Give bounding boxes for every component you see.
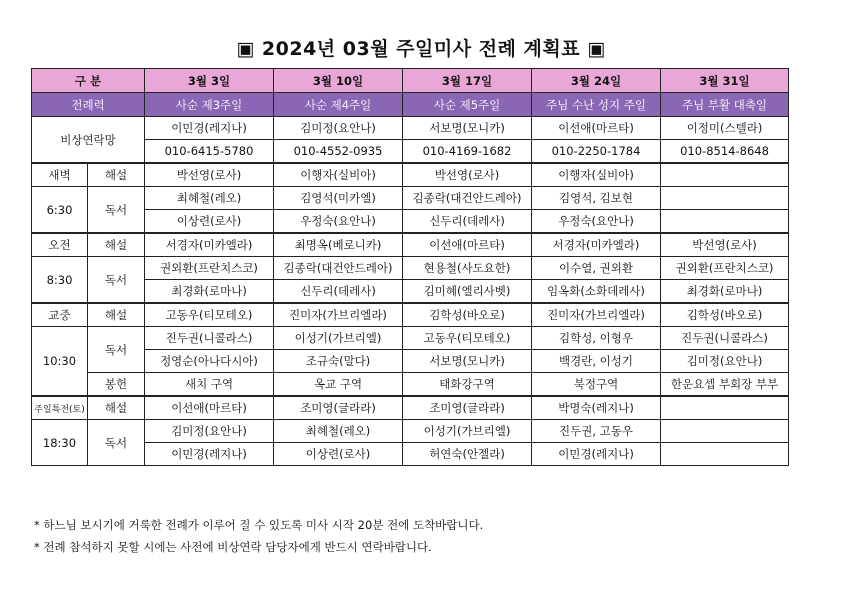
mass-time: 6:30 [32,187,88,234]
mass-commentary-row [32,303,789,327]
assignment-cell: 이선애(마르타) [403,233,532,257]
emergency-names-row [32,117,789,140]
contact-phone: 010-8514-8648 [661,140,789,164]
assignment-cell: 백경란, 이성기 [532,350,661,373]
season-cell: 사순 제4주일 [274,93,403,117]
mass-reading-row [32,280,789,304]
assignment-cell: 고동우(티모테오) [145,303,274,327]
mass-label: 주일특전(토) [32,396,88,420]
assignment-cell [661,187,789,210]
emergency-phones-row [32,140,789,164]
role-label: 해설 [88,303,145,327]
role-label: 독서 [88,420,145,466]
assignment-cell [661,210,789,234]
footnote: * 하느님 보시기에 거룩한 전례가 이루어 질 수 있도록 미사 시작 20분 전에 도착바랍니다. [34,518,484,532]
mass-label: 교중 [32,303,88,327]
assignment-cell: 최경화(로마나) [145,280,274,304]
mass-reading-row [32,187,789,210]
assignment-cell [661,443,789,466]
assignment-cell: 박선영(로사) [661,233,789,257]
season-row [32,93,789,117]
assignment-cell: 권외환(프란치스코) [145,257,274,280]
assignment-cell: 이성기(가브리엘) [403,420,532,443]
assignment-cell: 박명숙(레지나) [532,396,661,420]
assignment-cell: 김학성, 이형우 [532,327,661,350]
assignment-cell: 옥교 구역 [274,373,403,397]
mass-time: 10:30 [32,327,88,397]
date-cell: 3월 31일 [661,69,789,93]
role-label: 봉헌 [88,373,145,397]
mass-label: 오전 [32,233,88,257]
assignment-cell: 김미혜(엘리사벳) [403,280,532,304]
assignment-cell: 김종락(대건안드레아) [403,187,532,210]
assignment-cell: 이행자(실비아) [274,163,403,187]
role-label: 해설 [88,233,145,257]
page-title: ▣ 2024년 03월 주일미사 전례 계획표 ▣ [236,38,606,60]
date-cell: 3월 17일 [403,69,532,93]
assignment-cell [661,163,789,187]
assignment-cell: 우정숙(요안나) [532,210,661,234]
assignment-cell: 이민경(레지나) [532,443,661,466]
assignment-cell: 최명옥(베로니카) [274,233,403,257]
assignment-cell: 이상련(로사) [145,210,274,234]
assignment-cell: 김미정(요안나) [661,350,789,373]
assignment-cell: 우정숙(요안나) [274,210,403,234]
assignment-cell: 김학성(바오로) [661,303,789,327]
mass-commentary-row [32,233,789,257]
date-cell: 3월 3일 [145,69,274,93]
assignment-cell: 조미영(글라라) [274,396,403,420]
header-label: 구 분 [32,69,145,93]
assignment-cell: 최경화(로마나) [661,280,789,304]
assignment-cell: 최혜철(레오) [145,187,274,210]
assignment-cell: 진두권, 고동우 [532,420,661,443]
assignment-cell: 최혜철(레오) [274,420,403,443]
assignment-cell: 서보명(모니카) [403,350,532,373]
assignment-cell: 이상련(로사) [274,443,403,466]
assignment-cell: 허연숙(안젤라) [403,443,532,466]
mass-reading-row [32,257,789,280]
assignment-cell: 북정구역 [532,373,661,397]
mass-reading-row [32,350,789,373]
assignment-cell: 이민경(레지나) [145,443,274,466]
contact-name: 서보명(모니카) [403,117,532,140]
assignment-cell: 신두리(데레사) [274,280,403,304]
assignment-cell: 한운요셉 부회장 부부 [661,373,789,397]
assignment-cell: 김학성(바오로) [403,303,532,327]
assignment-cell: 김미정(요안나) [145,420,274,443]
contact-phone: 010-4552-0935 [274,140,403,164]
contact-name: 이민경(레지나) [145,117,274,140]
assignment-cell: 이행자(실비아) [532,163,661,187]
season-label: 전례력 [32,93,145,117]
assignment-cell: 김종락(대건안드레아) [274,257,403,280]
assignment-cell [661,396,789,420]
assignment-cell: 정영순(아나다시아) [145,350,274,373]
assignment-cell: 진미자(가브리엘라) [532,303,661,327]
assignment-cell: 진미자(가브리엘라) [274,303,403,327]
assignment-cell: 임옥화(소화데레사) [532,280,661,304]
contact-phone: 010-4169-1682 [403,140,532,164]
season-cell: 사순 제3주일 [145,93,274,117]
role-label: 독서 [88,327,145,373]
date-cell: 3월 10일 [274,69,403,93]
footnotes [34,514,483,558]
assignment-cell: 조미영(글라라) [403,396,532,420]
emergency-label: 비상연락망 [32,117,145,164]
role-label: 독서 [88,187,145,234]
contact-name: 이선애(마르타) [532,117,661,140]
assignment-cell: 박선영(로사) [145,163,274,187]
season-cell: 주님 부활 대축일 [661,93,789,117]
mass-reading-row [32,443,789,466]
mass-time: 8:30 [32,257,88,304]
mass-time: 18:30 [32,420,88,466]
assignment-cell: 이수열, 권외환 [532,257,661,280]
contact-phone: 010-2250-1784 [532,140,661,164]
assignment-cell: 현용철(사도요한) [403,257,532,280]
assignment-cell: 서경자(미카엘라) [532,233,661,257]
mass-commentary-row [32,396,789,420]
role-label: 해설 [88,396,145,420]
assignment-cell: 김영석(미카엘) [274,187,403,210]
contact-name: 김미정(요안나) [274,117,403,140]
assignment-cell: 박선영(로사) [403,163,532,187]
liturgy-schedule-table [31,68,789,466]
mass-reading-row [32,327,789,350]
role-label: 독서 [88,257,145,304]
header-row [32,69,789,93]
mass-commentary-row [32,163,789,187]
assignment-cell: 이성기(가브리엘) [274,327,403,350]
assignment-cell: 신두리(데레사) [403,210,532,234]
assignment-cell: 고동우(티모테오) [403,327,532,350]
date-cell: 3월 24일 [532,69,661,93]
assignment-cell: 진두권(니콜라스) [145,327,274,350]
assignment-cell: 김영석, 김보현 [532,187,661,210]
assignment-cell [661,420,789,443]
contact-name: 이정미(스텔라) [661,117,789,140]
season-cell: 사순 제5주일 [403,93,532,117]
assignment-cell: 권외환(프란치스코) [661,257,789,280]
contact-phone: 010-6415-5780 [145,140,274,164]
role-label: 해설 [88,163,145,187]
mass-label: 새벽 [32,163,88,187]
mass-reading-row [32,420,789,443]
mass-offering-row [32,373,789,397]
assignment-cell: 조규숙(말다) [274,350,403,373]
mass-reading-row [32,210,789,234]
assignment-cell: 새치 구역 [145,373,274,397]
assignment-cell: 이선애(마르타) [145,396,274,420]
assignment-cell: 진두권(니콜라스) [661,327,789,350]
assignment-cell: 서경자(미카엘라) [145,233,274,257]
footnote: * 전례 참석하지 못할 시에는 사전에 비상연락 담당자에게 반드시 연락바랍니다. [34,540,432,554]
season-cell: 주님 수난 성지 주일 [532,93,661,117]
assignment-cell: 태화강구역 [403,373,532,397]
